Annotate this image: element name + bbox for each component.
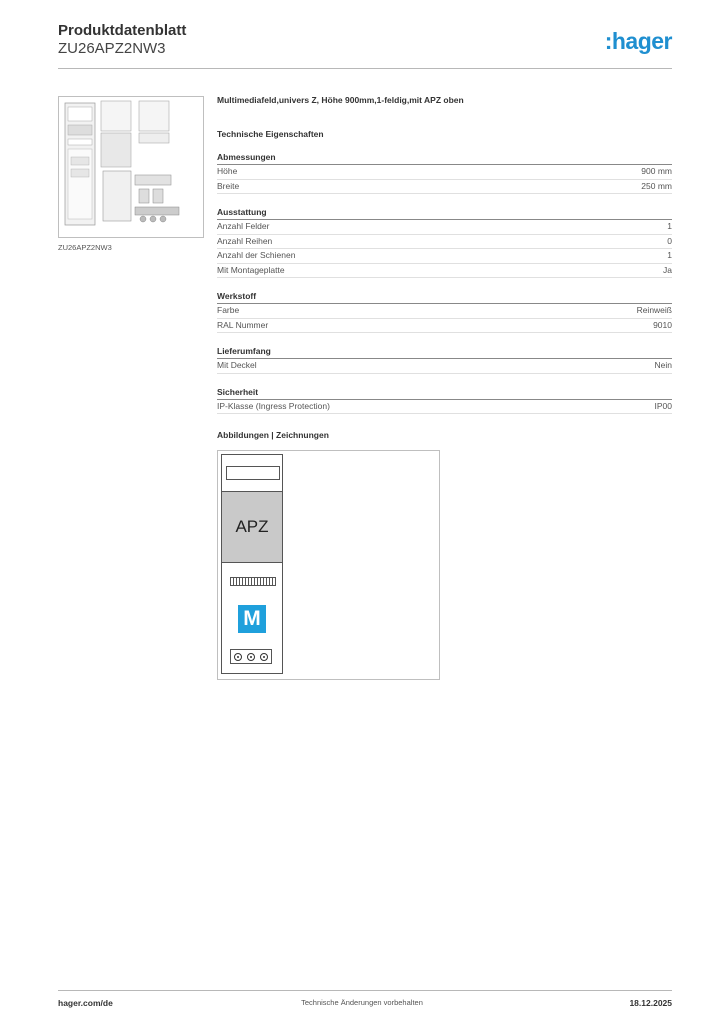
- row-label: IP-Klasse (Ingress Protection): [217, 400, 330, 411]
- product-illustration-icon: [59, 97, 203, 237]
- section-title: Sicherheit: [217, 387, 672, 400]
- row-value: IP00: [654, 400, 672, 411]
- apz-zone: APZ: [222, 492, 282, 562]
- row-label: Anzahl Felder: [217, 221, 270, 231]
- row-label: Anzahl der Schienen: [217, 250, 296, 260]
- socket-icon: [247, 653, 255, 661]
- footer-disclaimer: Technische Änderungen vorbehalten: [301, 998, 423, 1007]
- row-label: Anzahl Reihen: [217, 235, 273, 246]
- section-equipment: [217, 207, 672, 278]
- table-row: [217, 359, 672, 374]
- row-label: Mit Montageplatte: [217, 264, 285, 275]
- table-row: [217, 249, 672, 264]
- table-row: [217, 235, 672, 250]
- socket-icon: [260, 653, 268, 661]
- footer-divider: [58, 990, 672, 991]
- table-row: [217, 400, 672, 415]
- row-value: 1: [667, 250, 672, 260]
- product-code: ZU26APZ2NW3: [58, 40, 166, 57]
- section-title: Ausstattung: [217, 207, 672, 220]
- panel-top-slot: [226, 466, 280, 480]
- row-value: Nein: [654, 360, 672, 370]
- row-value: 900 mm: [641, 166, 672, 176]
- multimedia-m-icon: M: [238, 605, 266, 633]
- table-row: [217, 264, 672, 279]
- row-value: 250 mm: [641, 180, 672, 191]
- header-divider: [58, 68, 672, 69]
- section-title: Abmessungen: [217, 152, 672, 165]
- product-details: [217, 95, 672, 414]
- row-value: 1: [667, 221, 672, 231]
- row-value: 9010: [653, 319, 672, 330]
- table-row: [217, 165, 672, 180]
- row-label: Farbe: [217, 305, 240, 315]
- footer-date: 18.12.2025: [629, 998, 672, 1008]
- section-delivery: [217, 346, 672, 374]
- section-dimensions: [217, 152, 672, 194]
- section-title: Lieferumfang: [217, 346, 672, 359]
- row-label: Mit Deckel: [217, 360, 257, 370]
- table-row: [217, 180, 672, 195]
- row-label: RAL Nummer: [217, 319, 269, 330]
- table-row: [217, 304, 672, 319]
- panel-drawing: [221, 454, 283, 674]
- header: [58, 22, 672, 58]
- hager-logo[interactable]: :hager: [604, 28, 672, 54]
- product-image-caption: ZU26APZ2NW3: [58, 243, 112, 252]
- section-material: [217, 291, 672, 333]
- table-row: [217, 220, 672, 235]
- document-title: Produktdatenblatt: [58, 22, 187, 39]
- section-safety: [217, 387, 672, 415]
- row-value: Ja: [663, 264, 672, 275]
- terminal-strip-icon: [230, 577, 276, 586]
- row-value: Reinweiß: [636, 305, 672, 315]
- product-image: [58, 96, 204, 238]
- panel-divider: [222, 562, 282, 563]
- row-label: Höhe: [217, 166, 238, 176]
- row-label: Breite: [217, 180, 240, 191]
- table-row: [217, 319, 672, 334]
- section-title: Werkstoff: [217, 291, 672, 304]
- figures-heading: Abbildungen | Zeichnungen: [217, 430, 329, 440]
- socket-icon: [234, 653, 242, 661]
- tech-properties-heading: Technische Eigenschaften: [217, 129, 324, 139]
- footer-website-link[interactable]: hager.com/de: [58, 998, 113, 1008]
- row-value: 0: [667, 235, 672, 246]
- socket-strip-icon: [230, 649, 272, 664]
- product-description: Multimediafeld,univers Z, Höhe 900mm,1-feldig,mit APZ oben: [217, 95, 464, 105]
